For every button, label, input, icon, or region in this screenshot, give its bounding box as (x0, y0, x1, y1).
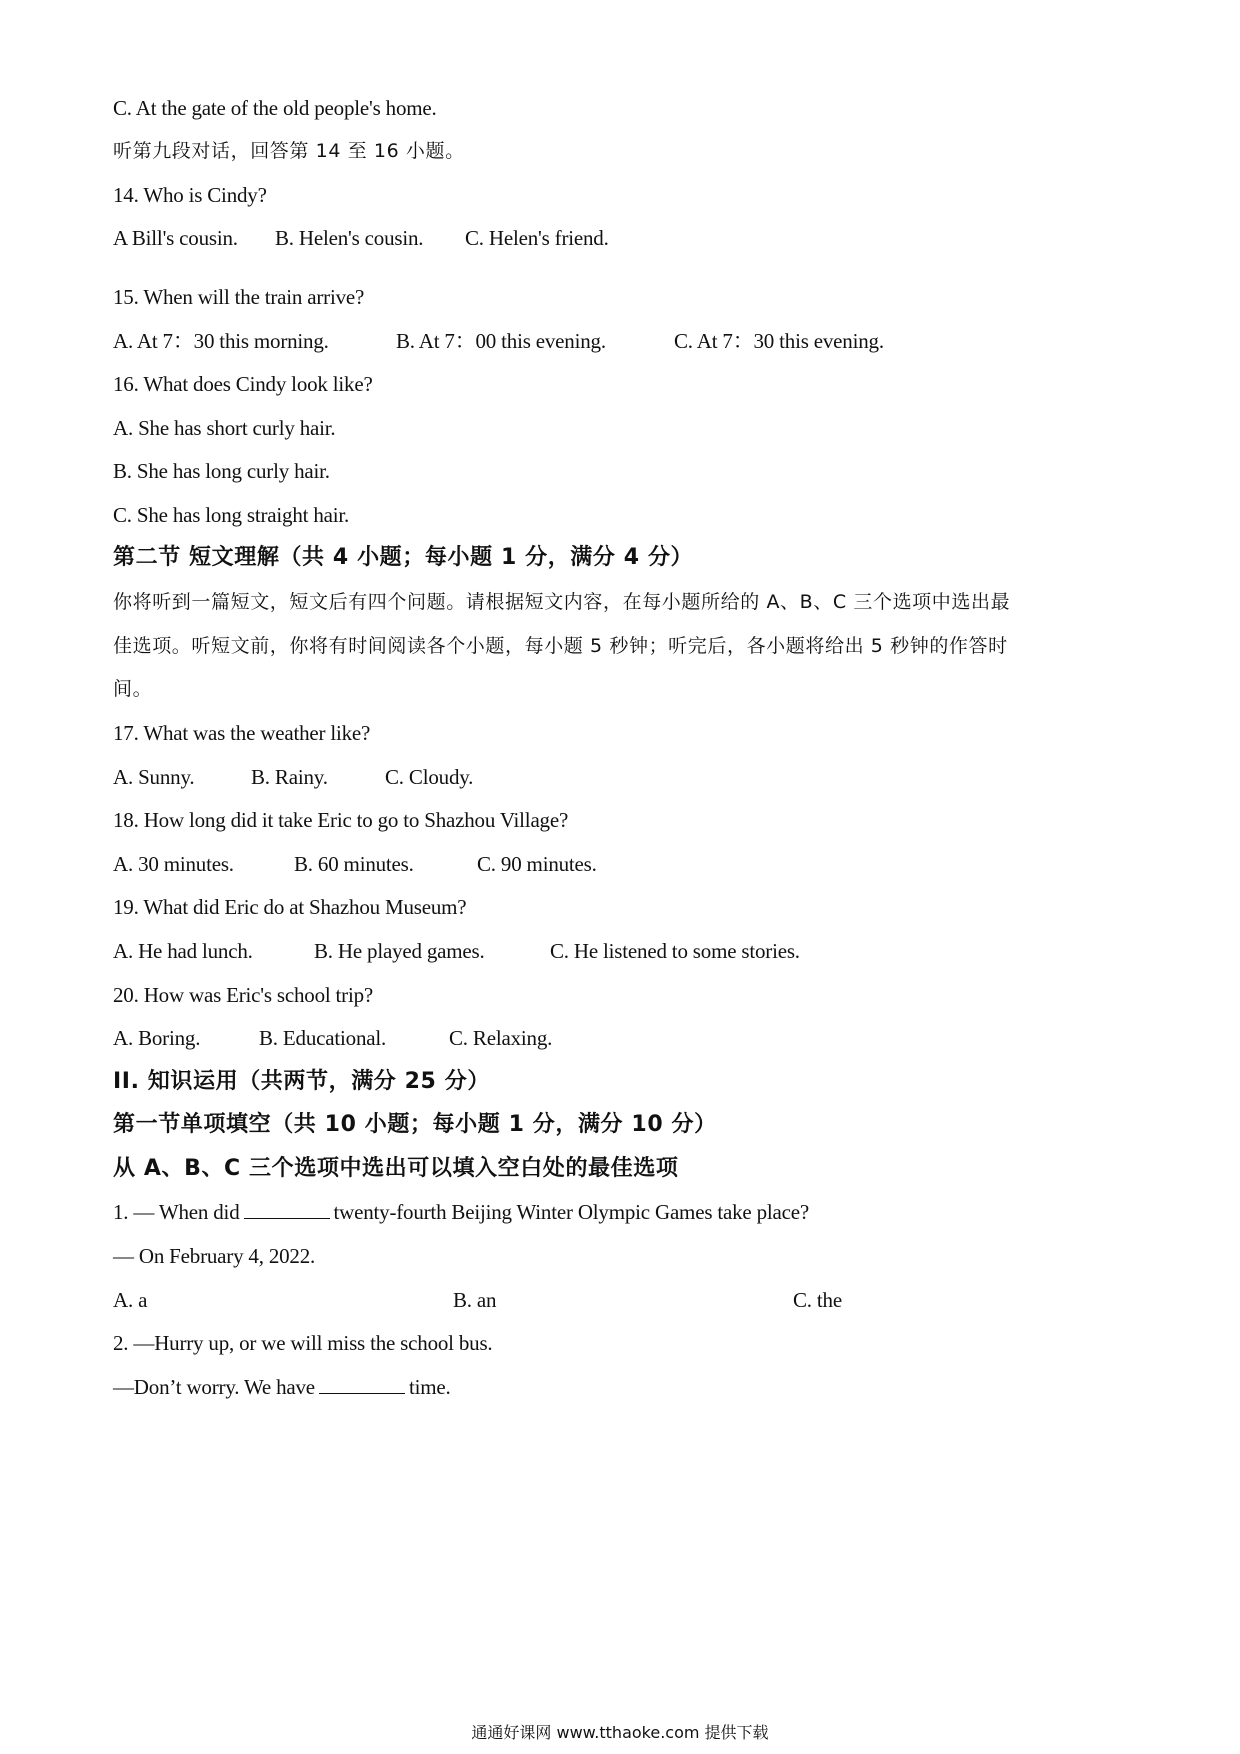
option-b: B. Rainy. (251, 765, 328, 789)
option-a: A. a (113, 1288, 148, 1312)
option-b: B. Educational. (259, 1026, 387, 1050)
dialogue-9-instruction: 听第九段对话，回答第 14 至 16 小题。 (113, 140, 465, 162)
question-20-options (113, 1024, 552, 1052)
option-a: A. 30 minutes. (113, 852, 234, 876)
option-b: B. Helen's cousin. (275, 226, 424, 250)
question-16-option-b: B. She has long curly hair. (113, 459, 330, 483)
mc-question-1-answer-line: — On February 4, 2022. (113, 1244, 316, 1268)
part-2-title: II. 知识运用（共两节，满分 25 分） (113, 1069, 490, 1094)
option-a: A Bill's cousin. (113, 226, 238, 250)
question-16-option-c: C. She has long straight hair. (113, 503, 350, 527)
option-a: A. At 7：30 this morning. (113, 329, 329, 353)
q13-option-c: C. At the gate of the old people's home. (113, 96, 437, 120)
part-2-instruction: 从 A、B、C 三个选项中选出可以填入空白处的最佳选项 (113, 1156, 679, 1181)
section-2-instruction-line2: 佳选项。听短文前，你将有时间阅读各个小题，每小题 5 秒钟；听完后，各小题将给出 5 秒钟的作答时 (113, 635, 1008, 657)
page-footer: 通通好课网 www.tthaoke.com 提供下载 (471, 1723, 769, 1742)
option-b: B. 60 minutes. (294, 852, 414, 876)
question-19: 19. What did Eric do at Shazhou Museum? (113, 895, 467, 919)
question-14-options (113, 224, 609, 252)
option-c: C. At 7：30 this evening. (674, 329, 884, 353)
question-17-options (113, 763, 473, 791)
option-c: C. 90 minutes. (477, 852, 597, 876)
question-18: 18. How long did it take Eric to go to Shazhou Village? (113, 808, 569, 832)
question-17: 17. What was the weather like? (113, 721, 371, 745)
option-a: A. He had lunch. (113, 939, 253, 963)
question-15: 15. When will the train arrive? (113, 285, 365, 309)
mc-question-1-options (113, 1286, 842, 1314)
option-b: B. an (453, 1288, 497, 1312)
question-18-options (113, 850, 597, 878)
mc-question-2-text-before: —Don’t worry. We have (113, 1375, 315, 1399)
option-b: B. He played games. (314, 939, 485, 963)
option-c: C. Helen's friend. (465, 226, 609, 250)
option-c: C. Relaxing. (449, 1026, 553, 1050)
mc-question-2: 2. —Hurry up, or we will miss the school bus. (113, 1331, 493, 1355)
question-15-options (113, 327, 884, 355)
question-16: 16. What does Cindy look like? (113, 372, 373, 396)
mc-question-1-text-before: 1. — When did (113, 1200, 240, 1224)
section-2-title: 第二节 短文理解（共 4 小题；每小题 1 分，满分 4 分） (113, 545, 694, 570)
section-2-instruction-line3: 间。 (113, 678, 153, 700)
question-19-options (113, 937, 800, 965)
option-c: C. He listened to some stories. (550, 939, 800, 963)
option-a: A. Boring. (113, 1026, 201, 1050)
section-2-instruction-line1: 你将听到一篇短文，短文后有四个问题。请根据短文内容，在每小题所给的 A、B、C 三个选项中选出最 (113, 591, 1011, 613)
option-c: C. Cloudy. (385, 765, 474, 789)
mc-question-1-text-after: twenty-fourth Beijing Winter Olympic Games take place? (333, 1200, 809, 1224)
mc-question-2-reply (113, 1373, 451, 1401)
question-16-option-a: A. She has short curly hair. (113, 416, 336, 440)
option-c: C. the (793, 1288, 842, 1312)
mc-question-1 (113, 1198, 809, 1226)
part-2-section-1-title: 第一节单项填空（共 10 小题；每小题 1 分，满分 10 分） (113, 1112, 717, 1137)
answer-blank (244, 1198, 330, 1219)
option-b: B. At 7：00 this evening. (396, 329, 606, 353)
question-20: 20. How was Eric's school trip? (113, 983, 374, 1007)
answer-blank (319, 1373, 405, 1394)
option-a: A. Sunny. (113, 765, 195, 789)
question-14: 14. Who is Cindy? (113, 183, 267, 207)
mc-question-2-text-after: time. (408, 1375, 451, 1399)
